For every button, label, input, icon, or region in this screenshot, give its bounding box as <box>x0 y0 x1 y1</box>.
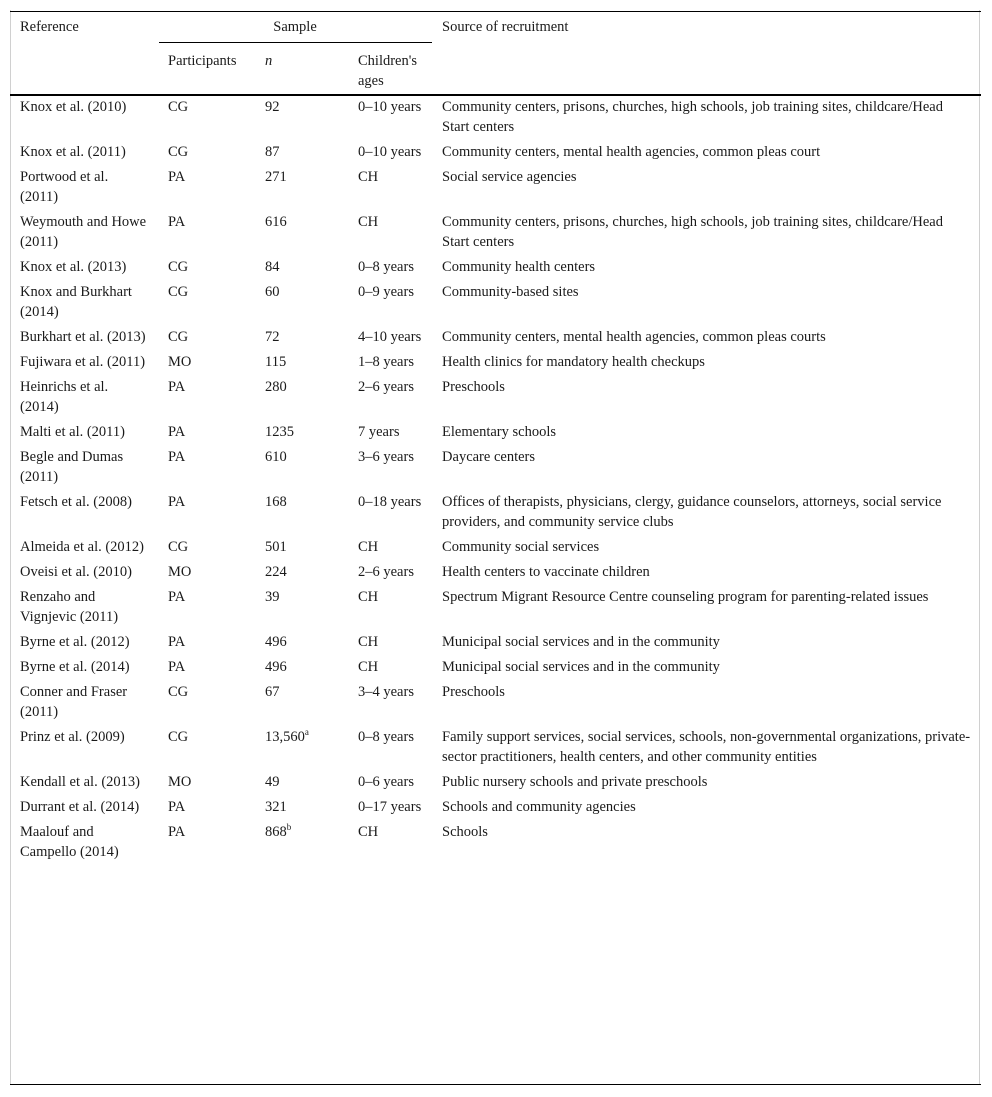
recruitment-table <box>10 11 981 864</box>
cell-reference: Prinz et al. (2009) <box>20 729 125 745</box>
cell-n <box>255 419 348 444</box>
cell-n <box>255 794 348 819</box>
cell-reference: Conner and Fraser (2011) <box>20 684 128 720</box>
cell-source: Community health centers <box>442 259 596 275</box>
cell-participants: CG <box>168 329 189 345</box>
n-value: 72 <box>265 329 280 345</box>
n-value: 67 <box>265 684 280 700</box>
cell-source: Preschools <box>442 684 505 700</box>
cell-source: Community social services <box>442 539 600 555</box>
table-row <box>10 534 981 559</box>
table-header <box>10 11 981 95</box>
cell-source: Health centers to vaccinate children <box>442 564 650 580</box>
cell-source: Daycare centers <box>442 449 536 465</box>
cell-source: Social service agencies <box>442 169 577 185</box>
table-row <box>10 654 981 679</box>
header-sample: Sample <box>273 19 317 35</box>
table-row <box>10 419 981 444</box>
sample-underline <box>159 42 432 43</box>
table-row <box>10 139 981 164</box>
n-value: 13,560 <box>265 729 305 745</box>
n-value: 610 <box>265 449 287 465</box>
cell-reference: Kendall et al. (2013) <box>20 774 140 790</box>
table-row <box>10 794 981 819</box>
cell-n <box>255 679 348 724</box>
cell-participants: CG <box>168 144 189 160</box>
cell-source: Elementary schools <box>442 424 556 440</box>
n-value: 501 <box>265 539 287 555</box>
cell-ages: 4–10 years <box>358 329 422 345</box>
n-value: 868 <box>265 824 287 840</box>
header-reference: Reference <box>20 19 79 35</box>
cell-reference: Knox et al. (2010) <box>20 99 127 115</box>
n-value: 496 <box>265 659 287 675</box>
cell-source: Community centers, mental health agencies, common pleas court <box>442 144 821 160</box>
cell-participants: PA <box>168 379 186 395</box>
cell-n <box>255 139 348 164</box>
table-row <box>10 164 981 209</box>
cell-participants: PA <box>168 659 186 675</box>
cell-reference: Byrne et al. (2012) <box>20 634 130 650</box>
table-row <box>10 254 981 279</box>
cell-ages: 0–8 years <box>358 729 414 745</box>
cell-ages: CH <box>358 634 379 650</box>
cell-participants: PA <box>168 169 186 185</box>
n-value: 496 <box>265 634 287 650</box>
n-value: 92 <box>265 99 280 115</box>
n-value: 49 <box>265 774 280 790</box>
table-row <box>10 209 981 254</box>
cell-source: Health clinics for mandatory health checkups <box>442 354 705 370</box>
cell-reference: Knox et al. (2011) <box>20 144 126 160</box>
footnote-marker: b <box>286 822 292 832</box>
cell-reference: Renzaho and Vignjevic (2011) <box>20 589 119 625</box>
cell-participants: MO <box>168 564 192 580</box>
cell-reference: Knox et al. (2013) <box>20 259 127 275</box>
cell-participants: CG <box>168 284 189 300</box>
cell-participants: CG <box>168 99 189 115</box>
header-ages: Children's ages <box>358 53 417 89</box>
cell-ages: 0–9 years <box>358 284 414 300</box>
header-participants: Participants <box>168 53 237 69</box>
cell-participants: CG <box>168 729 189 745</box>
cell-participants: PA <box>168 424 186 440</box>
cell-ages: 0–6 years <box>358 774 414 790</box>
cell-source: Municipal social services and in the community <box>442 634 720 650</box>
table-row <box>10 629 981 654</box>
cell-participants: MO <box>168 774 192 790</box>
cell-participants: PA <box>168 824 186 840</box>
cell-participants: CG <box>168 684 189 700</box>
table-row <box>10 724 981 769</box>
cell-ages: 0–10 years <box>358 144 422 160</box>
n-value: 60 <box>265 284 280 300</box>
cell-participants: PA <box>168 799 186 815</box>
cell-source: Public nursery schools and private preschools <box>442 774 708 790</box>
cell-reference: Malti et al. (2011) <box>20 424 125 440</box>
cell-source: Schools and community agencies <box>442 799 636 815</box>
cell-ages: 0–18 years <box>358 494 422 510</box>
bottom-rule <box>10 1084 981 1085</box>
cell-n <box>255 349 348 374</box>
cell-source: Community centers, mental health agencies, common pleas courts <box>442 329 826 345</box>
table-row <box>10 559 981 584</box>
cell-participants: CG <box>168 259 189 275</box>
header-rule <box>10 94 981 96</box>
n-value: 87 <box>265 144 280 160</box>
cell-participants: PA <box>168 449 186 465</box>
cell-source: Spectrum Migrant Resource Centre counseling program for parenting-related issues <box>442 589 929 605</box>
cell-n <box>255 95 348 139</box>
cell-reference: Heinrichs et al. (2014) <box>20 379 109 415</box>
table-row <box>10 444 981 489</box>
cell-ages: 0–8 years <box>358 259 414 275</box>
cell-ages: 0–10 years <box>358 99 422 115</box>
header-n: n <box>265 53 273 69</box>
cell-source: Family support services, social services, schools, non-governmental organizations, private-sector practitioners, health centers, and other community entities <box>442 729 971 765</box>
n-value: 39 <box>265 589 280 605</box>
table-row <box>10 95 981 139</box>
footnote-marker: a <box>304 727 309 737</box>
n-value: 321 <box>265 799 287 815</box>
cell-ages: 3–4 years <box>358 684 414 700</box>
cell-ages: CH <box>358 169 379 185</box>
cell-n <box>255 374 348 419</box>
cell-n <box>255 629 348 654</box>
cell-reference: Weymouth and Howe (2011) <box>20 214 147 250</box>
cell-participants: MO <box>168 354 192 370</box>
cell-source: Community-based sites <box>442 284 579 300</box>
cell-n <box>255 584 348 629</box>
cell-ages: 3–6 years <box>358 449 414 465</box>
table-row <box>10 279 981 324</box>
cell-participants: CG <box>168 539 189 555</box>
cell-ages: CH <box>358 539 379 555</box>
cell-n <box>255 279 348 324</box>
header-source: Source of recruitment <box>442 19 569 35</box>
cell-participants: PA <box>168 494 186 510</box>
cell-source: Schools <box>442 824 488 840</box>
table-row <box>10 349 981 374</box>
table-body <box>10 95 981 864</box>
cell-source: Offices of therapists, physicians, clergy, guidance counselors, attorneys, social service providers, and community service clubs <box>442 494 942 530</box>
cell-source: Community centers, prisons, churches, high schools, job training sites, childcare/Head Start centers <box>442 99 943 135</box>
n-value: 224 <box>265 564 287 580</box>
table-row <box>10 584 981 629</box>
cell-participants: PA <box>168 634 186 650</box>
cell-n <box>255 769 348 794</box>
cell-source: Community centers, prisons, churches, high schools, job training sites, childcare/Head Start centers <box>442 214 943 250</box>
table-row <box>10 374 981 419</box>
cell-ages: CH <box>358 659 379 675</box>
cell-reference: Knox and Burkhart (2014) <box>20 284 132 320</box>
top-rule <box>10 11 981 12</box>
cell-reference: Portwood et al. (2011) <box>20 169 109 205</box>
cell-ages: CH <box>358 214 379 230</box>
cell-ages: CH <box>358 824 379 840</box>
cell-reference: Almeida et al. (2012) <box>20 539 145 555</box>
cell-n <box>255 654 348 679</box>
cell-n <box>255 324 348 349</box>
table-row <box>10 679 981 724</box>
cell-participants: PA <box>168 214 186 230</box>
cell-reference: Begle and Dumas (2011) <box>20 449 124 485</box>
cell-source: Preschools <box>442 379 505 395</box>
n-value: 280 <box>265 379 287 395</box>
n-value: 168 <box>265 494 287 510</box>
cell-reference: Burkhart et al. (2013) <box>20 329 146 345</box>
cell-ages: CH <box>358 589 379 605</box>
table-row <box>10 489 981 534</box>
cell-n <box>255 819 348 864</box>
n-value: 271 <box>265 169 287 185</box>
cell-reference: Maalouf and Campello (2014) <box>20 824 119 860</box>
cell-ages: 7 years <box>358 424 400 440</box>
cell-n <box>255 724 348 769</box>
cell-ages: 2–6 years <box>358 379 414 395</box>
cell-reference: Fujiwara et al. (2011) <box>20 354 146 370</box>
cell-n <box>255 534 348 559</box>
table-row <box>10 819 981 864</box>
cell-ages: 1–8 years <box>358 354 414 370</box>
table-row <box>10 324 981 349</box>
cell-ages: 2–6 years <box>358 564 414 580</box>
cell-n <box>255 444 348 489</box>
cell-n <box>255 254 348 279</box>
n-value: 1235 <box>265 424 294 440</box>
n-value: 115 <box>265 354 287 370</box>
cell-n <box>255 164 348 209</box>
cell-source: Municipal social services and in the community <box>442 659 720 675</box>
n-value: 84 <box>265 259 280 275</box>
table-row <box>10 769 981 794</box>
cell-n <box>255 559 348 584</box>
cell-reference: Durrant et al. (2014) <box>20 799 140 815</box>
cell-reference: Byrne et al. (2014) <box>20 659 130 675</box>
cell-n <box>255 209 348 254</box>
cell-reference: Fetsch et al. (2008) <box>20 494 132 510</box>
n-value: 616 <box>265 214 287 230</box>
cell-ages: 0–17 years <box>358 799 422 815</box>
cell-n <box>255 489 348 534</box>
cell-reference: Oveisi et al. (2010) <box>20 564 132 580</box>
cell-participants: PA <box>168 589 186 605</box>
